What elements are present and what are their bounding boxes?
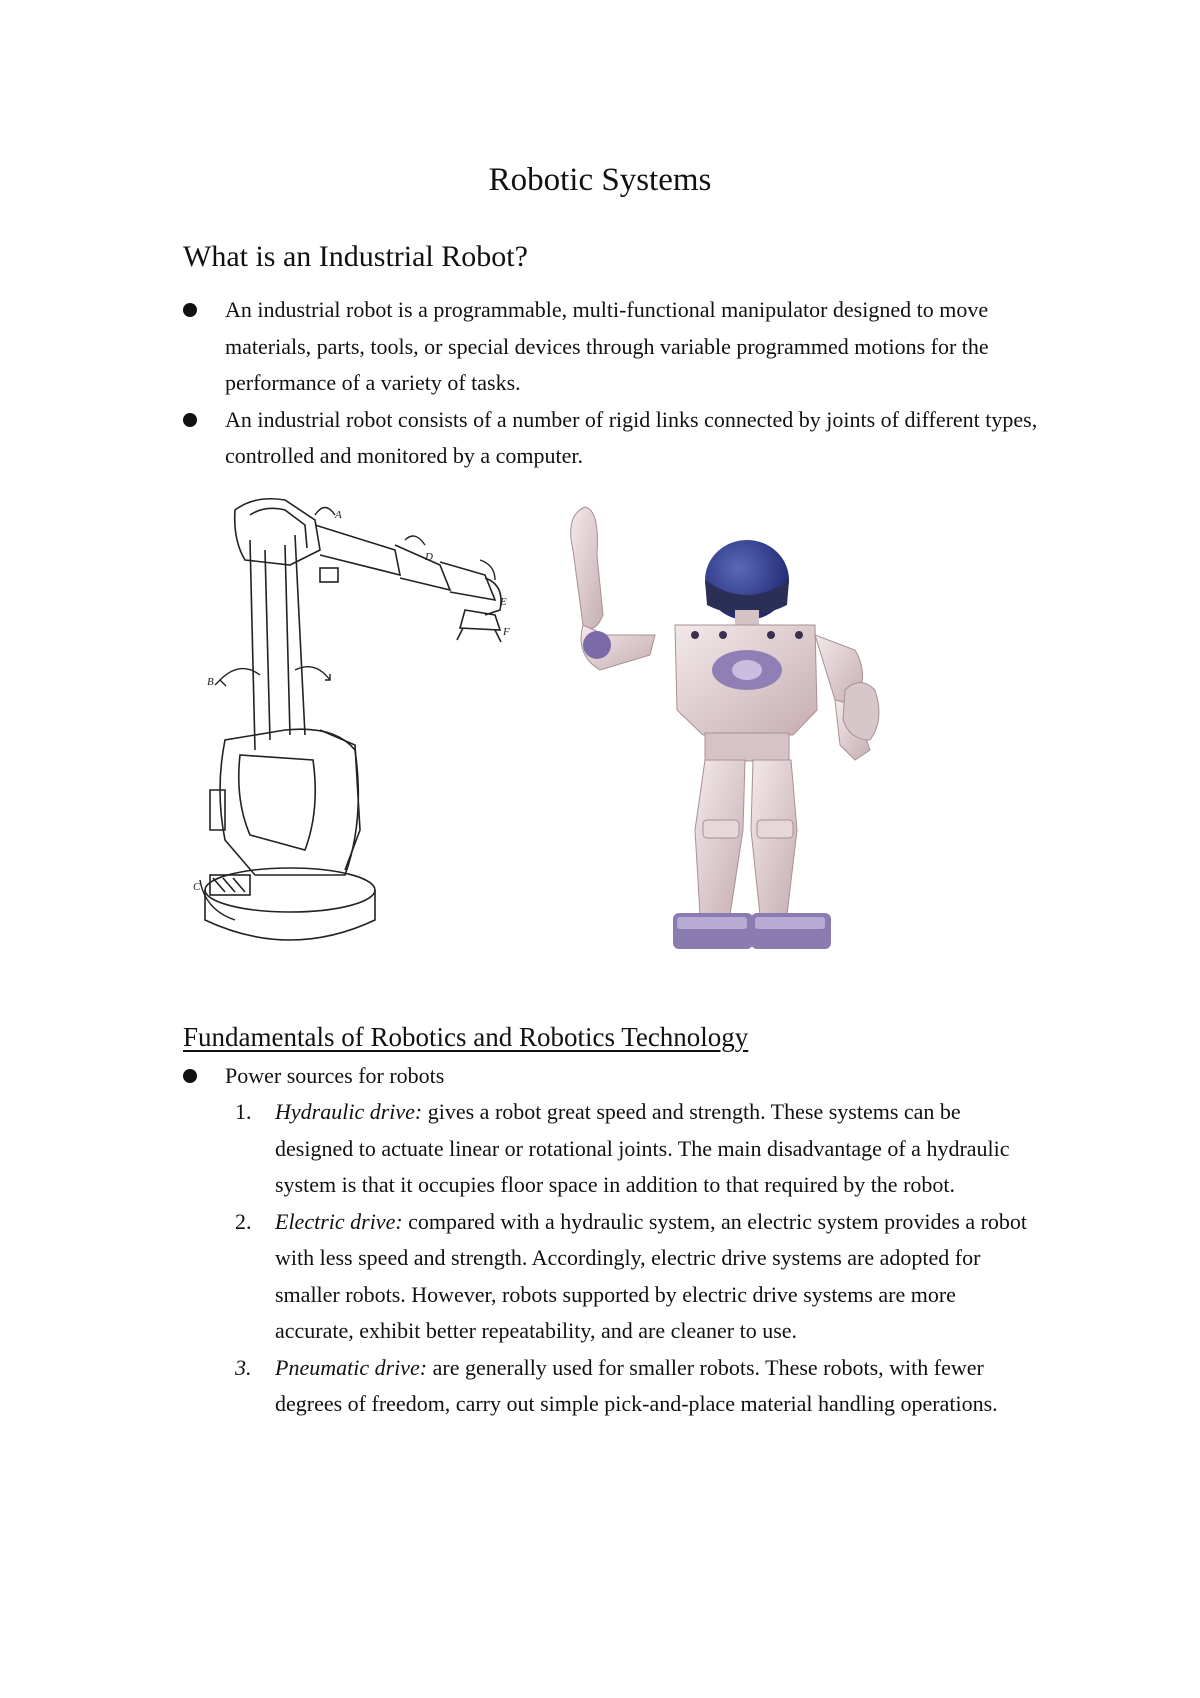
drive-types-list xyxy=(235,1094,1035,1423)
bullet-icon xyxy=(183,303,197,317)
list-number: 3. xyxy=(235,1354,252,1380)
label-e: E xyxy=(500,596,507,608)
bullet-icon xyxy=(183,1069,197,1083)
label-d: D xyxy=(425,551,433,563)
term-description: compared with a hydraulic system, an electric system provides a robot with less speed and strength. Accordingly, electric drive systems are adopted for smaller robots. However, robots supported by electric drive systems are more accurate, exhibit better repeatability, and are cleaner to use. xyxy=(275,1208,1028,1343)
term-description: gives a robot great speed and strength. These systems can be designed to actuate linear or rotational joints. The main disadvantage of a hydraulic system is that it occupies floor space in addition to that required by the robot. xyxy=(275,1099,1010,1197)
list-item-text: An industrial robot consists of a number of rigid links connected by joints of different types, controlled and monitored by a computer. xyxy=(225,406,1038,468)
definition-bullet-list xyxy=(183,292,1043,475)
power-sources-bullet-list xyxy=(183,1058,1043,1095)
industrial-robot-arm-figure xyxy=(195,490,545,960)
term-label: Hydraulic drive: xyxy=(275,1099,423,1124)
section-heading-fundamentals: Fundamentals of Robotics and Robotics Technology xyxy=(183,1022,749,1052)
label-f: F xyxy=(503,626,510,638)
section-heading-industrial-robot: What is an Industrial Robot? xyxy=(183,240,528,273)
list-number: 2. xyxy=(235,1208,252,1234)
label-c: C xyxy=(193,881,201,893)
list-item xyxy=(183,292,1043,402)
list-number: 1. xyxy=(235,1099,252,1124)
list-item xyxy=(183,402,1043,475)
label-a: A xyxy=(335,509,342,521)
term-label: Pneumatic drive: xyxy=(275,1354,428,1380)
term-description: are generally used for smaller robots. These robots, with fewer degrees of freedom, carry out simple pick-and-place material handling operations. xyxy=(275,1354,998,1416)
list-item-pneumatic xyxy=(235,1350,1035,1423)
label-b: B xyxy=(207,676,214,688)
list-item-text: Power sources for robots xyxy=(225,1063,445,1088)
list-item-electric xyxy=(235,1204,1035,1350)
list-item-hydraulic xyxy=(235,1094,1035,1204)
term-label: Electric drive: xyxy=(275,1208,403,1234)
page-title: Robotic Systems xyxy=(488,162,712,198)
list-item xyxy=(183,1058,1043,1095)
humanoid-robot-photo xyxy=(555,495,930,975)
bullet-icon xyxy=(183,413,197,427)
list-item-text: An industrial robot is a programmable, multi-functional manipulator designed to move materials, parts, tools, or special devices through variable programmed motions for the performance of a variety of tasks. xyxy=(225,297,989,395)
